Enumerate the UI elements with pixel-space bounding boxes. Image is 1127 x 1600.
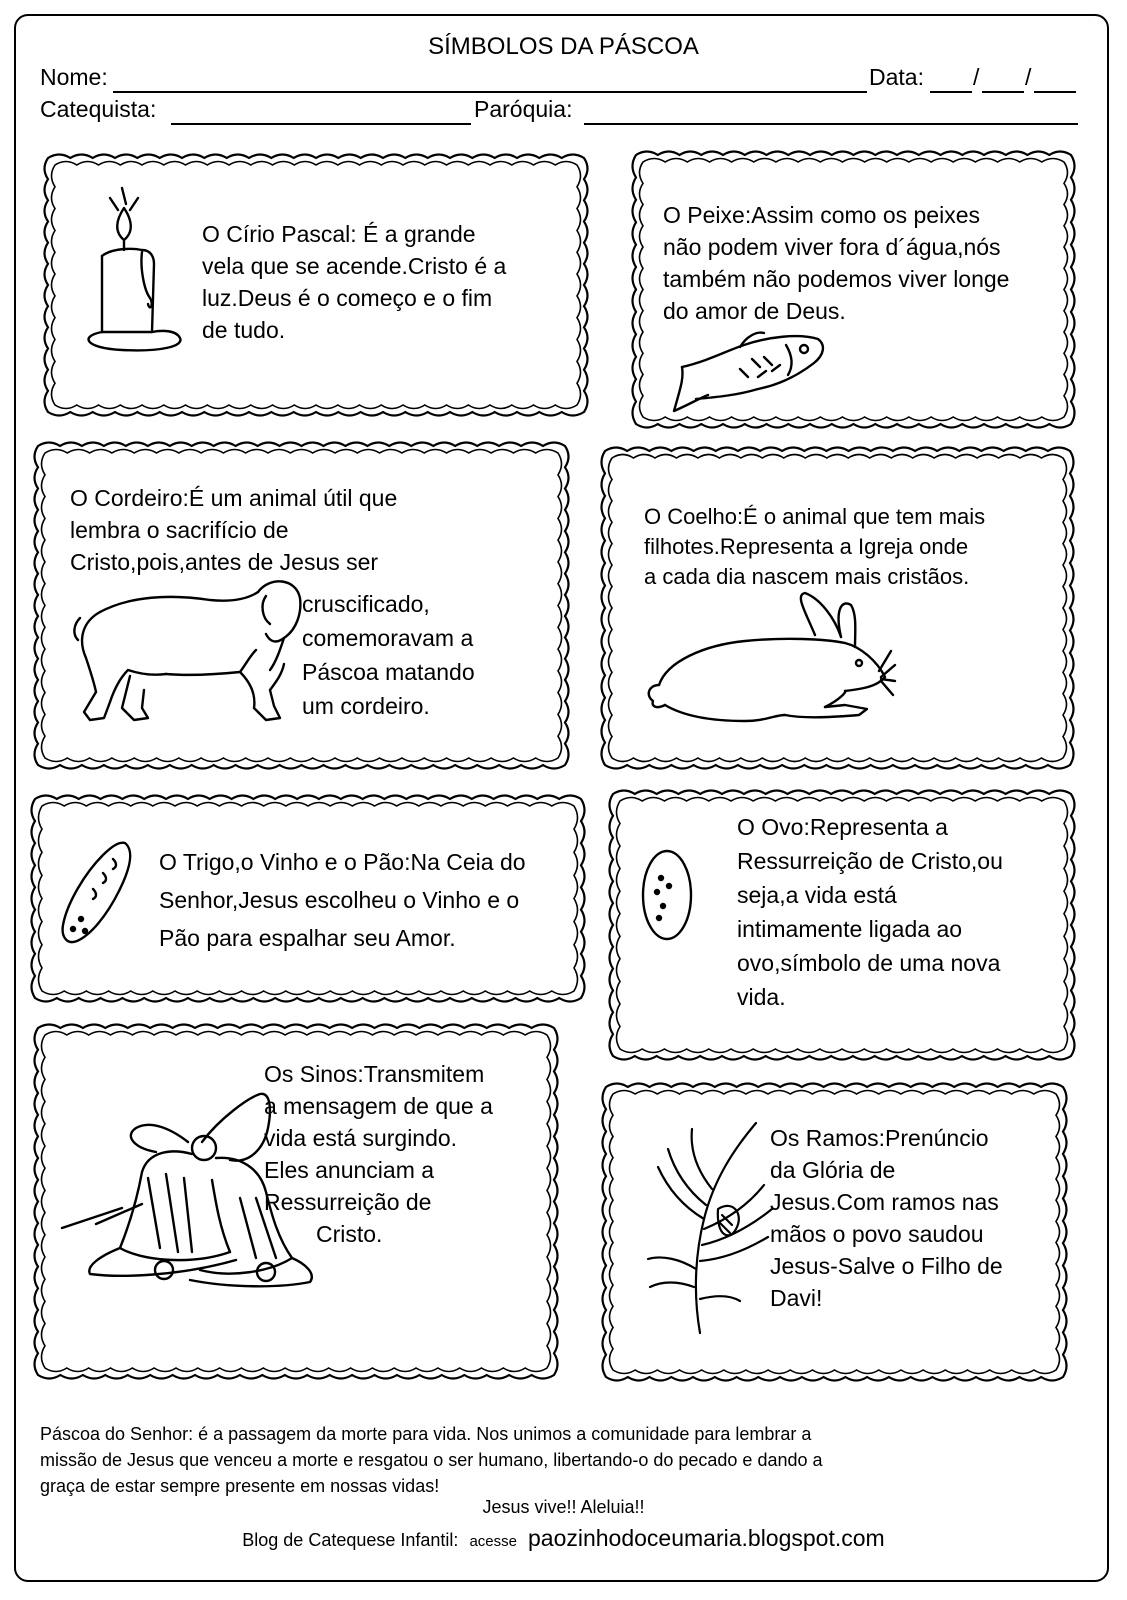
card-text (644, 502, 985, 592)
card-ovo (605, 786, 1079, 1064)
card-text-line: seja,a vida está (737, 882, 897, 908)
card-cordeiro (30, 438, 573, 773)
footer-exclamation: Jesus vive!! Aleluia!! (482, 1497, 645, 1517)
card-text-line: Cristo,pois,antes de Jesus ser (70, 549, 379, 575)
card-peixe (628, 147, 1079, 432)
card-text-line: comemoravam a (302, 625, 474, 651)
card-coelho (597, 443, 1078, 773)
date-separator: / (973, 64, 980, 90)
lamb-icon (70, 578, 310, 728)
card-text-line: vida. (737, 984, 786, 1010)
card-text-line: Senhor,Jesus escolheu o Vinho e o (159, 887, 520, 913)
palm-branch-icon (644, 1119, 784, 1339)
card-trigo-vinho-pao (27, 791, 589, 1006)
card-text-line: filhotes.Representa a Igreja onde (644, 534, 969, 559)
footer-paragraph (40, 1421, 1100, 1499)
card-text-line: Ressurreição de (264, 1189, 432, 1215)
card-text-line: um cordeiro. (302, 693, 430, 719)
card-text-line: do amor de Deus. (663, 298, 846, 324)
card-text (70, 482, 397, 578)
card-ramos (598, 1079, 1071, 1385)
card-text-line: Ressurreição de Cristo,ou (737, 848, 1003, 874)
card-text-line: O Coelho:É o animal que tem mais (644, 504, 986, 529)
parish-label: Paróquia: (474, 96, 573, 122)
date-day-field[interactable] (930, 91, 972, 93)
card-text-line: Davi! (770, 1285, 823, 1311)
card-text-line: O Círio Pascal: É a grande (202, 221, 476, 247)
name-field[interactable] (113, 91, 867, 93)
card-text-line: da Glória de (770, 1157, 896, 1183)
card-text-line: Os Ramos:Prenúncio (770, 1125, 989, 1151)
card-text-line: não podem viver fora d´água,nós (663, 234, 1001, 260)
catechist-field[interactable] (171, 123, 471, 125)
card-text-line: Eles anunciam a (264, 1157, 435, 1183)
card-text-line: O Trigo,o Vinho e o Pão:Na Ceia do (159, 849, 526, 875)
card-text-line: a cada dia nascem mais cristãos. (644, 564, 970, 589)
blog-url-link[interactable]: paozinhodoceumaria.blogspot.com (527, 1525, 885, 1551)
card-text-line: Páscoa matando (302, 659, 475, 685)
card-text-line: mãos o povo saudou (770, 1221, 984, 1247)
card-text (737, 810, 1003, 1014)
card-text-line: Os Sinos:Transmitem (264, 1061, 485, 1087)
fish-icon (668, 325, 828, 415)
card-text-line: intimamente ligada ao (737, 916, 963, 942)
date-label: Data: (869, 64, 924, 90)
card-text (202, 218, 506, 346)
card-sinos (30, 1020, 562, 1383)
name-label: Nome: (40, 64, 108, 90)
card-text-line: O Peixe:Assim como os peixes (663, 202, 981, 228)
card-text-line: vela que se acende.Cristo é a (202, 253, 507, 279)
rabbit-icon (645, 591, 895, 731)
card-text-line: luz.Deus é o começo e o fim (202, 285, 493, 311)
card-text-line: Jesus-Salve o Filho de (770, 1253, 1003, 1279)
card-text-line: ovo,símbolo de uma nova (737, 950, 1001, 976)
card-cirio-pascal (40, 150, 592, 420)
egg-icon (637, 848, 697, 943)
date-month-field[interactable] (982, 91, 1024, 93)
date-year-field[interactable] (1034, 91, 1076, 93)
card-text (159, 843, 526, 957)
card-text-line: de tudo. (202, 317, 286, 343)
card-text (302, 587, 475, 723)
footer-line: missão de Jesus que venceu a morte e resgatou o ser humano, libertando-o do pecado e dando a (40, 1450, 823, 1470)
card-text (770, 1122, 1003, 1314)
bells-icon (60, 1088, 340, 1298)
footer-line: graça de estar sempre presente em nossas vidas! (40, 1476, 440, 1496)
card-text-line: vida está surgindo. (264, 1125, 458, 1151)
card-text-line: também não podemos viver longe (663, 266, 1010, 292)
card-text-line: Pão para espalhar seu Amor. (159, 925, 456, 951)
card-text-line: O Ovo:Representa a (737, 814, 948, 840)
footer-line: Páscoa do Senhor: é a passagem da morte para vida. Nos unimos a comunidade para lembrar a (40, 1424, 812, 1444)
parish-field[interactable] (584, 123, 1078, 125)
card-text (663, 199, 1009, 327)
blog-label: Blog de Catequese Infantil: (242, 1530, 459, 1550)
card-text-line: cruscificado, (302, 591, 430, 617)
card-text-line: Cristo. (316, 1221, 383, 1247)
catechist-label: Catequista: (40, 96, 157, 122)
bread-icon (55, 837, 135, 947)
card-text-line: a mensagem de que a (264, 1093, 493, 1119)
card-text-line: lembra o sacrifício de (70, 517, 289, 543)
access-label: acesse (469, 1533, 517, 1550)
card-text-line: Jesus.Com ramos nas (770, 1189, 999, 1215)
blog-credit (0, 1525, 1127, 1552)
worksheet-title: SÍMBOLOS DA PÁSCOA (428, 33, 699, 60)
card-text-line: O Cordeiro:É um animal útil que (70, 485, 398, 511)
date-separator: / (1025, 64, 1032, 90)
